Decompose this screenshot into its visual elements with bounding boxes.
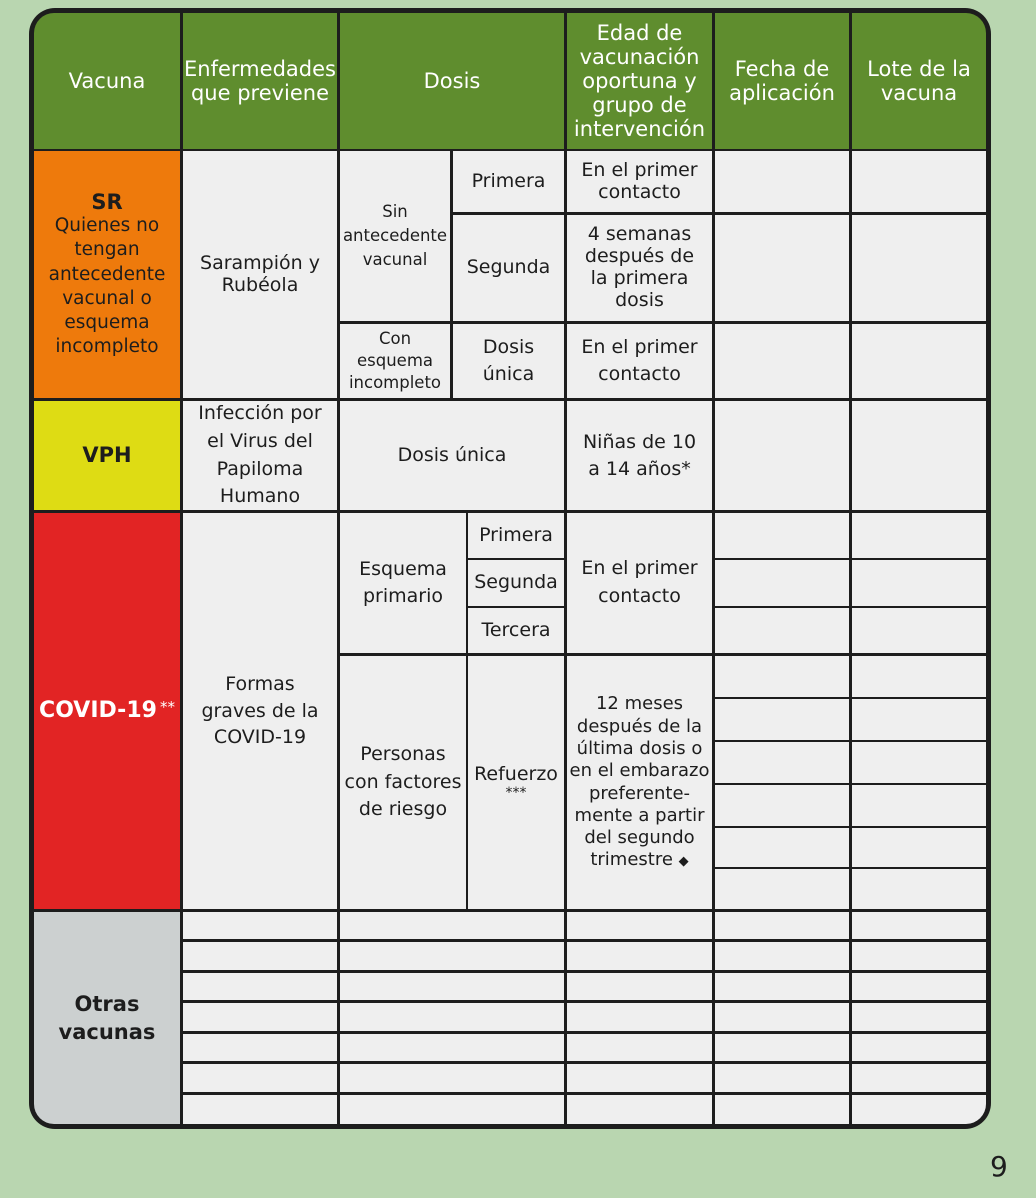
vph-disease [183,401,337,510]
otras-entry-cell[interactable] [567,912,712,939]
covid-personas [340,656,466,909]
otras-entry-cell[interactable] [852,1003,986,1031]
covid-personas-text: Personas con factores de riesgo [344,743,462,821]
sr-sin-antecedente-text: Sin antecedente vacunal [342,202,448,269]
otras-entry-cell[interactable] [183,1034,337,1061]
covid-title: COVID-19 [39,698,157,724]
otras-entry-cell[interactable] [567,1034,712,1061]
covid-tercera [468,608,564,653]
diamond-icon: ◆ [678,854,689,870]
otras-entry-cell[interactable] [567,1095,712,1124]
vph-fecha[interactable] [715,401,849,510]
otras-entry-cell[interactable] [340,1095,564,1124]
sr-title: SR [91,190,123,215]
sr-edad-primera-text: En el primer contacto [581,158,698,203]
otras-entry-cell[interactable] [183,1064,337,1092]
otras-entry-cell[interactable] [340,1003,564,1031]
sr-disease-text: Sarampión y Rubéola [200,251,320,296]
header-enfermedades-label: Enfermedades que previene [184,56,336,105]
vph-vaccine-cell [34,401,180,510]
covid-fecha-6[interactable] [715,742,849,783]
sr-edad-unica [567,324,712,398]
otras-entry-cell[interactable] [715,1095,849,1124]
header-vacuna-label: Vacuna [68,68,146,93]
otras-entry-cell[interactable] [852,1034,986,1061]
sr-fecha-1[interactable] [715,151,849,212]
otras-entry-cell[interactable] [340,1064,564,1092]
sr-dosis-unica-text: Dosis única [482,336,535,385]
covid-fecha-4[interactable] [715,656,849,697]
header-fecha [715,13,849,149]
otras-vaccine-cell [34,912,180,1124]
covid-lote-8[interactable] [852,828,986,867]
sr-disease [183,151,337,398]
covid-fecha-2[interactable] [715,560,849,606]
covid-lote-4[interactable] [852,656,986,697]
otras-title: Otras vacunas [58,991,156,1044]
covid-edad-refuerzo-text [567,693,712,872]
sr-edad-segunda-text: 4 semanas después de la primera dosis [584,223,695,311]
header-edad [567,13,712,149]
sr-segunda-text: Segunda [466,256,551,279]
header-edad-label: Edad de vacunación oportuna y grupo de intervención [573,20,706,142]
otras-entry-cell[interactable] [340,942,564,970]
covid-lote-6[interactable] [852,742,986,783]
otras-entry-cell[interactable] [715,942,849,970]
covid-edad-refuerzo [567,656,712,909]
covid-esquema-primario [340,513,466,653]
covid-edad-primario [567,513,712,653]
header-fecha-label: Fecha de aplicación [729,56,835,105]
sr-dosis-unica [453,324,564,398]
covid-title-mark: ** [159,698,175,716]
covid-esquema-primario-text: Esquema primario [359,558,447,607]
otras-entry-cell[interactable] [715,1064,849,1092]
otras-entry-cell[interactable] [715,973,849,1000]
covid-edad-primario-text: En el primer contacto [581,557,698,607]
otras-entry-cell[interactable] [567,942,712,970]
header-enfermedades [183,13,337,149]
otras-entry-cell[interactable] [852,912,986,939]
sr-primera [453,151,564,212]
sr-subtitle: Quienes no tengan antecedente vacunal o esquema incompleto [48,215,166,357]
otras-entry-cell[interactable] [340,973,564,1000]
otras-entry-cell[interactable] [183,973,337,1000]
sr-sin-antecedente [340,151,450,321]
vph-dosis-text: Dosis única [397,443,507,466]
otras-entry-cell[interactable] [567,1064,712,1092]
otras-entry-cell[interactable] [715,912,849,939]
covid-vaccine-cell [34,513,180,909]
sr-lote-2[interactable] [852,215,986,321]
vph-lote[interactable] [852,401,986,510]
header-dosis [340,13,564,149]
otras-entry-cell[interactable] [183,942,337,970]
vph-edad [567,401,712,510]
otras-entry-cell[interactable] [340,1034,564,1061]
otras-entry-cell[interactable] [852,1095,986,1124]
header-lote-label: Lote de la vacuna [867,56,971,105]
covid-fecha-9[interactable] [715,869,849,909]
sr-primera-text: Primera [471,169,546,192]
covid-fecha-5[interactable] [715,699,849,740]
covid-disease [183,513,337,909]
covid-fecha-1[interactable] [715,513,849,558]
vph-edad-text: Niñas de 10 a 14 años* [582,430,697,480]
sr-segunda [453,215,564,321]
covid-refuerzo-mark: *** [505,785,527,802]
otras-entry-cell[interactable] [852,973,986,1000]
sr-con-esquema-text: Con esquema incompleto [348,328,442,393]
otras-entry-cell[interactable] [567,973,712,1000]
sr-edad-primera [567,151,712,212]
header-vacuna [34,13,180,149]
sr-edad-unica-text: En el primer contacto [581,336,698,385]
vph-dosis [340,401,564,510]
header-dosis-label: Dosis [423,68,481,93]
otras-entry-cell[interactable] [852,942,986,970]
covid-refuerzo [468,656,564,909]
covid-disease-text: Formas graves de la COVID-19 [201,673,319,749]
covid-segunda [468,560,564,606]
otras-entry-cell[interactable] [567,1003,712,1031]
page-number: 9 [990,1150,1008,1183]
covid-primera [468,513,564,558]
covid-lote-3[interactable] [852,608,986,653]
covid-lote-7[interactable] [852,785,986,826]
otras-entry-cell[interactable] [183,912,337,939]
covid-lote-1[interactable] [852,513,986,558]
sr-lote-3[interactable] [852,324,986,398]
otras-entry-cell[interactable] [715,1034,849,1061]
covid-lote-2[interactable] [852,560,986,606]
covid-fecha-8[interactable] [715,828,849,867]
sr-vaccine-cell [34,151,180,398]
covid-fecha-7[interactable] [715,785,849,826]
otras-entry-cell[interactable] [340,912,564,939]
covid-refuerzo-text: Refuerzo [474,762,558,785]
sr-fecha-2[interactable] [715,215,849,321]
covid-tercera-text: Tercera [481,618,551,641]
covid-lote-5[interactable] [852,699,986,740]
vaccination-card [29,8,991,1129]
covid-lote-9[interactable] [852,869,986,909]
sr-edad-segunda [567,215,712,321]
covid-primera-text: Primera [479,523,553,546]
sr-fecha-3[interactable] [715,324,849,398]
otras-entry-cell[interactable] [183,1095,337,1124]
vph-title: VPH [82,443,132,468]
sr-lote-1[interactable] [852,151,986,212]
covid-fecha-3[interactable] [715,608,849,653]
sr-con-esquema [340,324,450,398]
covid-edad-refuerzo-body: 12 meses después de la última dosis o en el embarazo preferente- mente a partir del segundo trimestre [569,693,710,871]
otras-entry-cell[interactable] [183,1003,337,1031]
header-lote [852,13,986,149]
covid-segunda-text: Segunda [474,571,558,594]
otras-entry-cell[interactable] [852,1064,986,1092]
vph-disease-text: Infección por el Virus del Papiloma Humano [198,402,322,508]
otras-entry-cell[interactable] [715,1003,849,1031]
